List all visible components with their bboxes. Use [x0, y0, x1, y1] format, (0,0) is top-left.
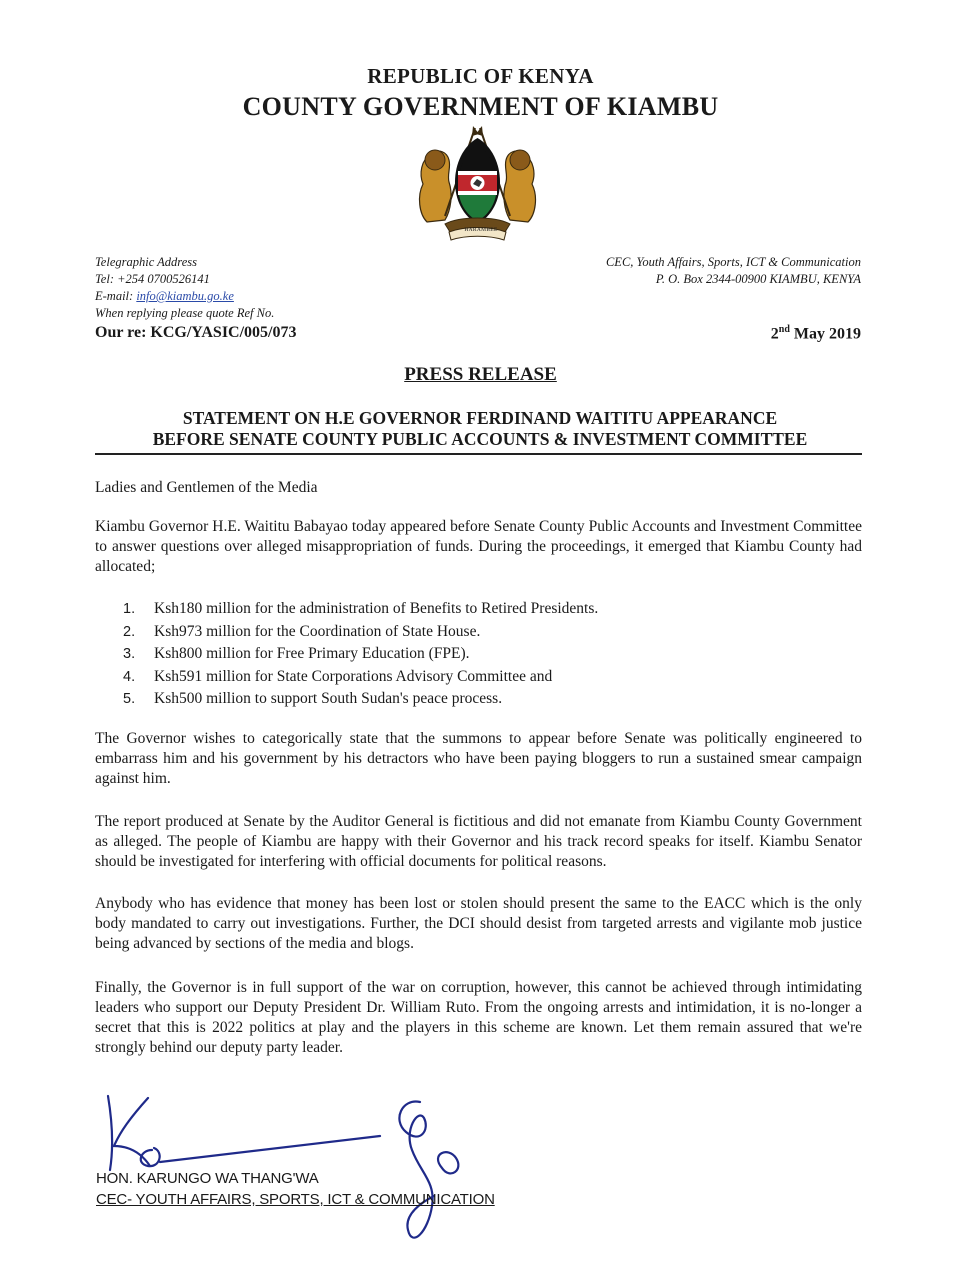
signatory-title: CEC- YOUTH AFFAIRS, SPORTS, ICT & COMMUNICATION [96, 1191, 495, 1208]
list-item: 4. Ksh591 million for State Corporations Advisory Committee and [123, 667, 553, 685]
statement-heading: STATEMENT ON H.E GOVERNOR FERDINAND WAITITU APPEARANCE BEFORE SENATE COUNTY PUBLIC ACCOUNTS & INVESTMENT COMMITTEE [152, 408, 808, 449]
telegraphic-address: Telegraphic Address [95, 255, 197, 269]
office-name: CEC, Youth Affairs, Sports, ICT & Communication [605, 255, 861, 269]
right-address-block [606, 254, 861, 288]
left-contact-block [95, 254, 274, 322]
signatory-name: HON. KARUNGO WA THANG'WA [96, 1170, 319, 1187]
postal-address: P. O. Box 2344-00900 KIAMBU, KENYA [655, 272, 861, 286]
list-item: 1. Ksh180 million for the administration of Benefits to Retired Presidents. [123, 600, 599, 617]
email-link[interactable]: info@kiambu.go.ke [136, 289, 234, 303]
email-line [95, 288, 274, 305]
intro-paragraph: Kiambu Governor H.E. Waititu Babayao today appeared before Senate County Public Accounts and Investment Committee to answer questions over alleged misappropriation of funds. During the proceedings, it emerged that Kiambu County had allocated; [95, 518, 862, 575]
list-item: 3. Ksh800 million for Free Primary Education (FPE). [123, 645, 470, 662]
paragraph-summons: The Governor wishes to categorically state that the summons to appear before Senate was politically engineered to embarrass him and his government by his detractors who have been paying bloggers to run a sustained smear campaign against him. [95, 730, 862, 787]
telephone: Tel: +254 0700526141 [95, 272, 210, 286]
coat-of-arms-icon [405, 124, 550, 244]
reference-number: Our re: KCG/YASIC/005/073 [95, 324, 297, 341]
list-item: 5. Ksh500 million to support South Sudan's peace process. [123, 690, 503, 707]
email-label: E-mail: [95, 289, 137, 303]
document-date: 2nd May 2019 [770, 324, 861, 343]
list-item: 2. Ksh973 million for the Coordination of State House. [123, 622, 481, 640]
salutation: Ladies and Gentlemen of the Media [95, 479, 318, 496]
press-release-title: PRESS RELEASE [404, 364, 557, 385]
reply-note: When replying please quote Ref No. [95, 306, 275, 320]
paragraph-corruption: Finally, the Governor is in full support of the war on corruption, however, this cannot be achieved through intimidating leaders who support our Deputy President Dr. William Ruto. From the ongoing arrests and intimidation, it is no-longer a secret that this is 2022 politics at play and the players in this scheme are known. Let them remain assured that we're strongly behind our deputy party leader. [95, 979, 862, 1056]
republic-heading: REPUBLIC OF KENYA [367, 64, 594, 88]
allocations-list [123, 598, 598, 711]
paragraph-eacc: Anybody who has evidence that money has been lost or stolen should present the same to the EACC which is the only body mandated to carry out investigations. Further, the DCI should desist from targeted arrests and vigilante mob justice being advanced by sections of the media and blogs. [95, 895, 862, 952]
county-heading: COUNTY GOVERNMENT OF KIAMBU [242, 92, 719, 121]
paragraph-auditor-report: The report produced at Senate by the Auditor General is fictitious and did not emanate from Kiambu County Government as alleged. The people of Kiambu are happy with their Governor and his track record speaks for itself. Kiambu Senator should be investigated for interfering with official documents for political reasons. [95, 813, 862, 870]
heading-divider [95, 453, 862, 455]
coat-of-arms-motto: HARAMBEE [464, 227, 498, 233]
